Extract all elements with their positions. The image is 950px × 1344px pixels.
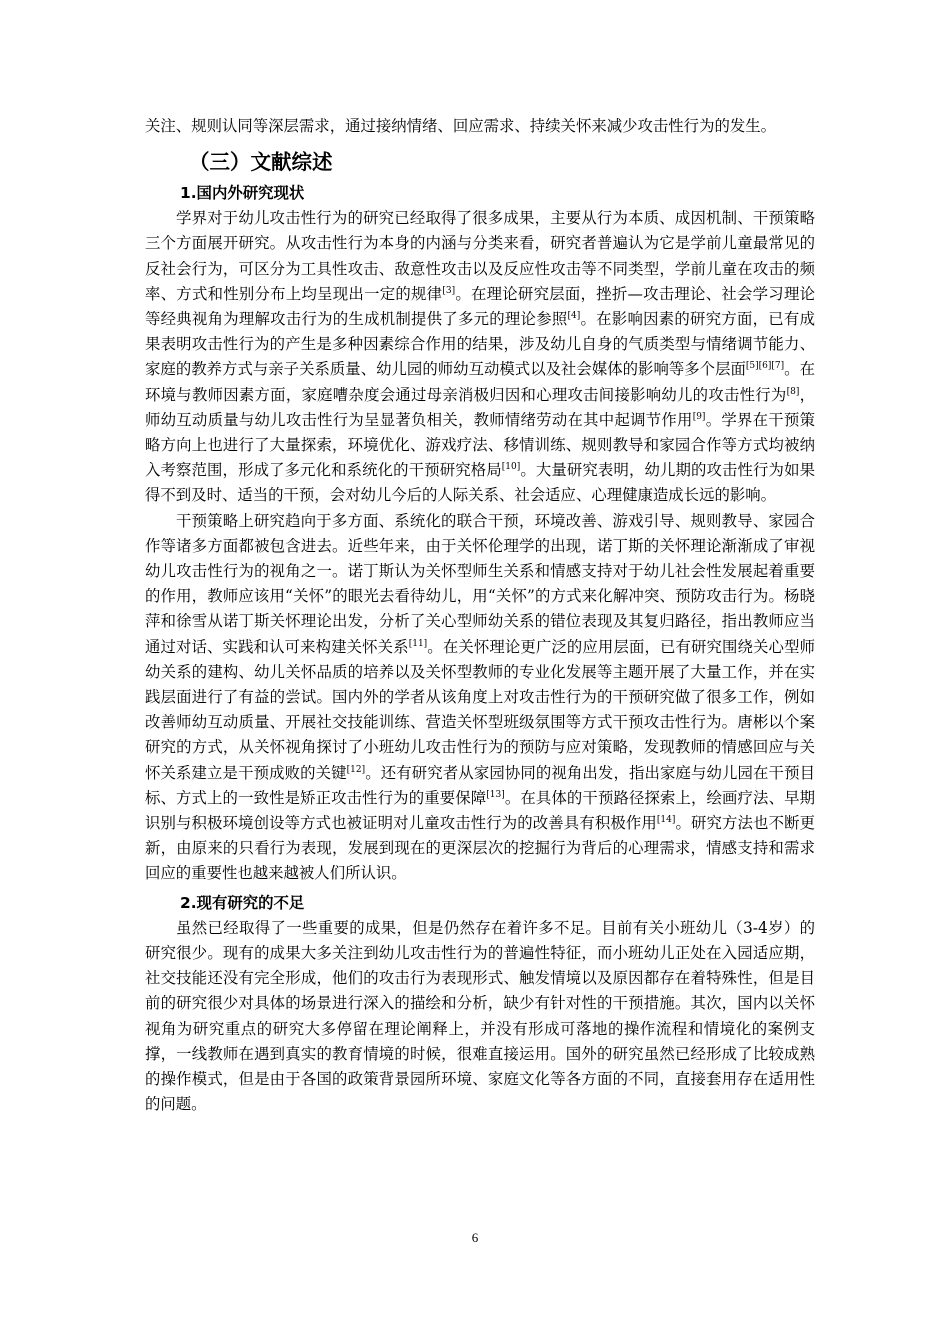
citation-14: [14] (656, 815, 676, 826)
citation-4: [4] (567, 311, 581, 322)
citation-9: [9] (692, 411, 706, 422)
page-number: 6 (471, 1230, 479, 1245)
section-heading-literature-review: （三）文献综述 (189, 150, 333, 175)
subsection-heading-research-gaps: 2.现有研究的不足 (180, 893, 305, 912)
text-run: 。在影响因素的研究方面，已有成果表明攻击性行为的产生是多种因素综合作用的结果，涉及幼儿自身的气质类型与情绪调节能力、家庭的教养方式与亲子关系质量、幼儿园的师幼互动模式以及社会媒体的影响等多个层面 (145, 310, 815, 379)
text-run: 干预策略上研究趋向于多方面、系统化的联合干预，环境改善、游戏引导、规则教导、家园合作等诸多方面都被包含进去。近些年来，由于关怀伦理学的出现，诺丁斯的关怀理论渐渐成了审视幼儿攻击性行为的视角之一。诺丁斯认为关怀型师生关系和情感支持对于幼儿社会性发展起着重要的作用，教师应该用“关怀”的眼光去看待幼儿，用“关怀”的方式来化解冲突、预防攻击行为。杨晓萍和徐雪从诺丁斯关怀理论出发，分析了关心型师幼关系的错位表现及其复归路径，指出教师应当通过对话、实践和认可来构建关怀关系 (145, 511, 815, 656)
research-status-paragraph-2 (145, 509, 815, 887)
text-run: 。大量研究表明，幼儿期的攻击性行为如果得不到及时、适当的干预，会对幼儿今后的人际关系、社会适应、心理健康造成长远的影响。 (145, 461, 815, 505)
citation-8: [8] (786, 386, 800, 397)
citation-11: [11] (408, 638, 428, 649)
citation-3: [3] (442, 285, 456, 296)
citation-10: [10] (501, 462, 521, 473)
text-run: 。在关怀理论更广泛的应用层面，已有研究围绕关心型师幼关系的建构、幼儿关怀品质的培养以及关怀型教师的专业化发展等主题开展了大量工作，并在实践层面进行了有益的尝试。国内外的学者从该角度上对攻击性行为的干预研究做了很多工作，例如改善师幼互动质量、开展社交技能训练、营造关怀型班级氛围等方式干预攻击性行为。唐彬以个案研究的方式，从关怀视角探讨了小班幼儿攻击性行为的预防与应对策略，发现教师的情感回应与关怀关系建立是干预成败的关键 (145, 637, 815, 782)
page-body (145, 114, 815, 1117)
text-run: 学界对于幼儿攻击性行为的研究已经取得了很多成果，主要从行为本质、成因机制、干预策略三个方面展开研究。从攻击性行为本身的内涵与分类来看，研究者普遍认为它是学前儿童最常见的反社会行为，可区分为工具性攻击、敌意性攻击以及反应性攻击等不同类型，学前儿童在攻击的频率、方式和性别分布上均呈现出一定的规律 (145, 209, 815, 303)
citation-12: [12] (346, 764, 366, 775)
text-run: 。研究方法也不断更新，由原来的只看行为表现，发展到现在的更深层次的挖掘行为背后的心理需求，情感支持和需求回应的重要性也越来越被人们所认识。 (145, 814, 815, 883)
citation-5-6-7: [5][6][7] (745, 361, 785, 372)
research-gaps-paragraph: 虽然已经取得了一些重要的成果，但是仍然存在着许多不足。目前有关小班幼儿（3-4岁）的研究很少。现有的成果大多关注到幼儿攻击性行为的普遍性特征，而小班幼儿正处在入园适应期，社交技能还没有完全形成，他们的攻击行为表现形式、触发情境以及原因都存在着特殊性，但是目前的研究很少对具体的场景进行深入的描绘和分析，缺少有针对性的干预措施。其次，国内以关怀视角为研究重点的研究大多停留在理论阐释上，并没有形成可落地的操作流程和情境化的案例支撑，一线教师在遇到真实的教育情境的时候，很难直接运用。国外的研究虽然已经形成了比较成熟的操作模式，但是由于各国的政策背景园所环境、家庭文化等各方面的不同，直接套用存在适用性的问题。 (145, 918, 815, 1114)
text-run: 。在具体的干预路径探索上，绘画疗法、早期识别与积极环境创设等方式也被证明对儿童攻击性行为的改善具有积极作用 (145, 788, 815, 833)
text-run: 。学界在干预策略方向上也进行了大量探索，环境优化、游戏疗法、移情训练、规则教导和家园合作等方式均被纳入考察范围，形成了多元化和系统化的干预研究格局 (145, 410, 815, 480)
text-run: 。在环境与教师因素方面，家庭嘈杂度会通过母亲消极归因和心理攻击间接影响幼儿的攻击性行为 (145, 360, 815, 404)
subsection-heading-research-status: 1.国内外研究现状 (180, 184, 305, 203)
text-run: ，师幼互动质量与幼儿攻击性行为呈显著负相关，教师情绪劳动在其中起调节作用 (145, 385, 815, 429)
intro-paragraph-tail: 关注、规则认同等深层需求，通过接纳情绪、回应需求、持续关怀来减少攻击性行为的发生。 (145, 117, 777, 135)
text-run: 。还有研究者从家园协同的视角出发，指出家庭与幼儿园在干预目标、方式上的一致性是矫正攻击性行为的重要保障 (145, 763, 815, 807)
text-run: 。在理论研究层面，挫折—攻击理论、社会学习理论等经典视角为理解攻击行为的生成机制提供了多元的理论参照 (145, 284, 815, 329)
citation-13: [13] (486, 789, 505, 800)
research-status-paragraph-1 (145, 206, 815, 508)
